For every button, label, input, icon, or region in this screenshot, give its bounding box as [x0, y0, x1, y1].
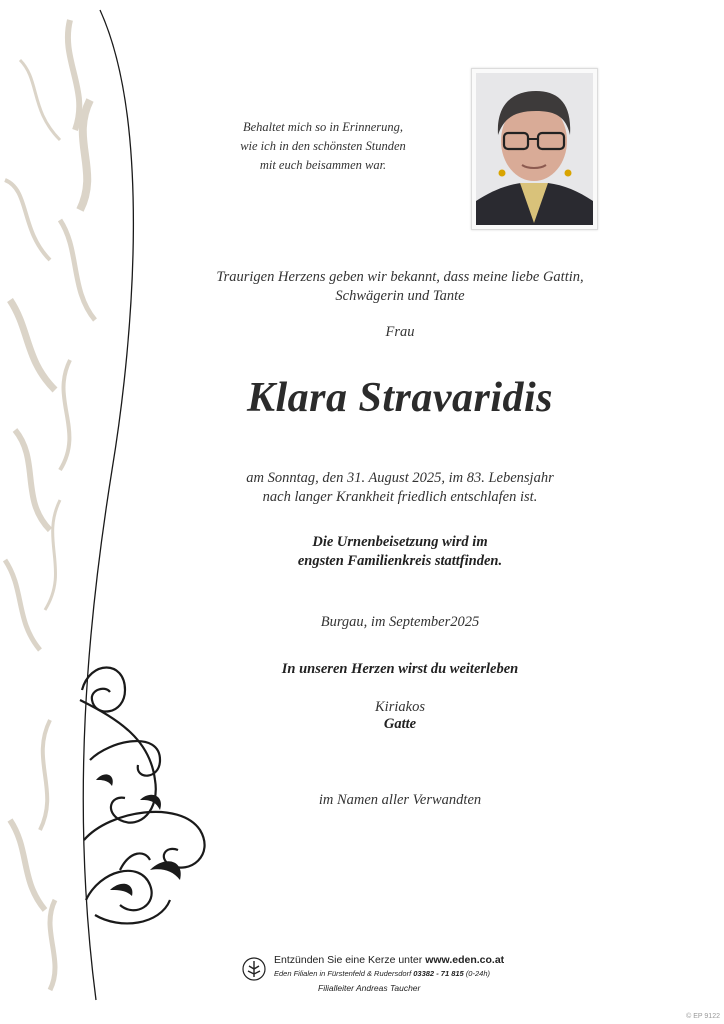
mourner-relation: Gatte — [383, 716, 417, 732]
verse-line: wie ich in den schönsten Stunden — [240, 139, 406, 153]
branches-line — [274, 969, 490, 978]
intro-line: Schwägerin und Tante — [335, 288, 465, 304]
verse-line: mit euch beisammen war. — [259, 158, 387, 172]
phone-note: (0-24h) — [465, 969, 490, 978]
funeral-notice — [160, 533, 640, 571]
deceased-name: Klara Stravaridis — [246, 375, 554, 421]
family-note: im Namen aller Verwandten — [318, 792, 482, 808]
mourner-name: Kiriakos — [375, 699, 425, 715]
eden-logo-icon — [242, 957, 266, 981]
candle-text: Entzünden Sie eine Kerze unter — [274, 954, 423, 966]
portrait-image — [476, 73, 593, 225]
manager-line: Filialleiter Andreas Taucher — [318, 983, 421, 993]
death-notice — [160, 469, 640, 507]
document-code: © EP 9122 — [686, 1013, 720, 1020]
phone-number: 03382 - 71 815 — [413, 969, 464, 978]
website-link[interactable]: www.eden.co.at — [425, 954, 505, 966]
memorial-verse — [228, 118, 418, 175]
branches-text: Eden Filialen in Fürstenfeld & Rudersdorf — [274, 969, 412, 978]
salutation: Frau — [385, 324, 415, 340]
funeral-line: engsten Familienkreis stattfinden. — [297, 553, 503, 569]
intro-line: Traurigen Herzens geben wir bekannt, dass meine liebe Gattin, — [216, 269, 584, 285]
place-date: Burgau, im September2025 — [320, 614, 480, 630]
funeral-line: Die Urnenbeisetzung wird im — [312, 534, 488, 550]
death-notice-line: am Sonntag, den 31. August 2025, im 83. Lebensjahr — [246, 470, 554, 486]
intro-text — [160, 268, 640, 306]
death-notice-line: nach langer Krankheit friedlich entschlafen ist. — [262, 489, 538, 505]
farewell-line: In unseren Herzen wirst du weiterleben — [281, 661, 519, 677]
portrait-photo — [471, 68, 598, 230]
candle-line — [274, 954, 504, 966]
verse-line: Behaltet mich so in Erinnerung, — [242, 120, 404, 134]
